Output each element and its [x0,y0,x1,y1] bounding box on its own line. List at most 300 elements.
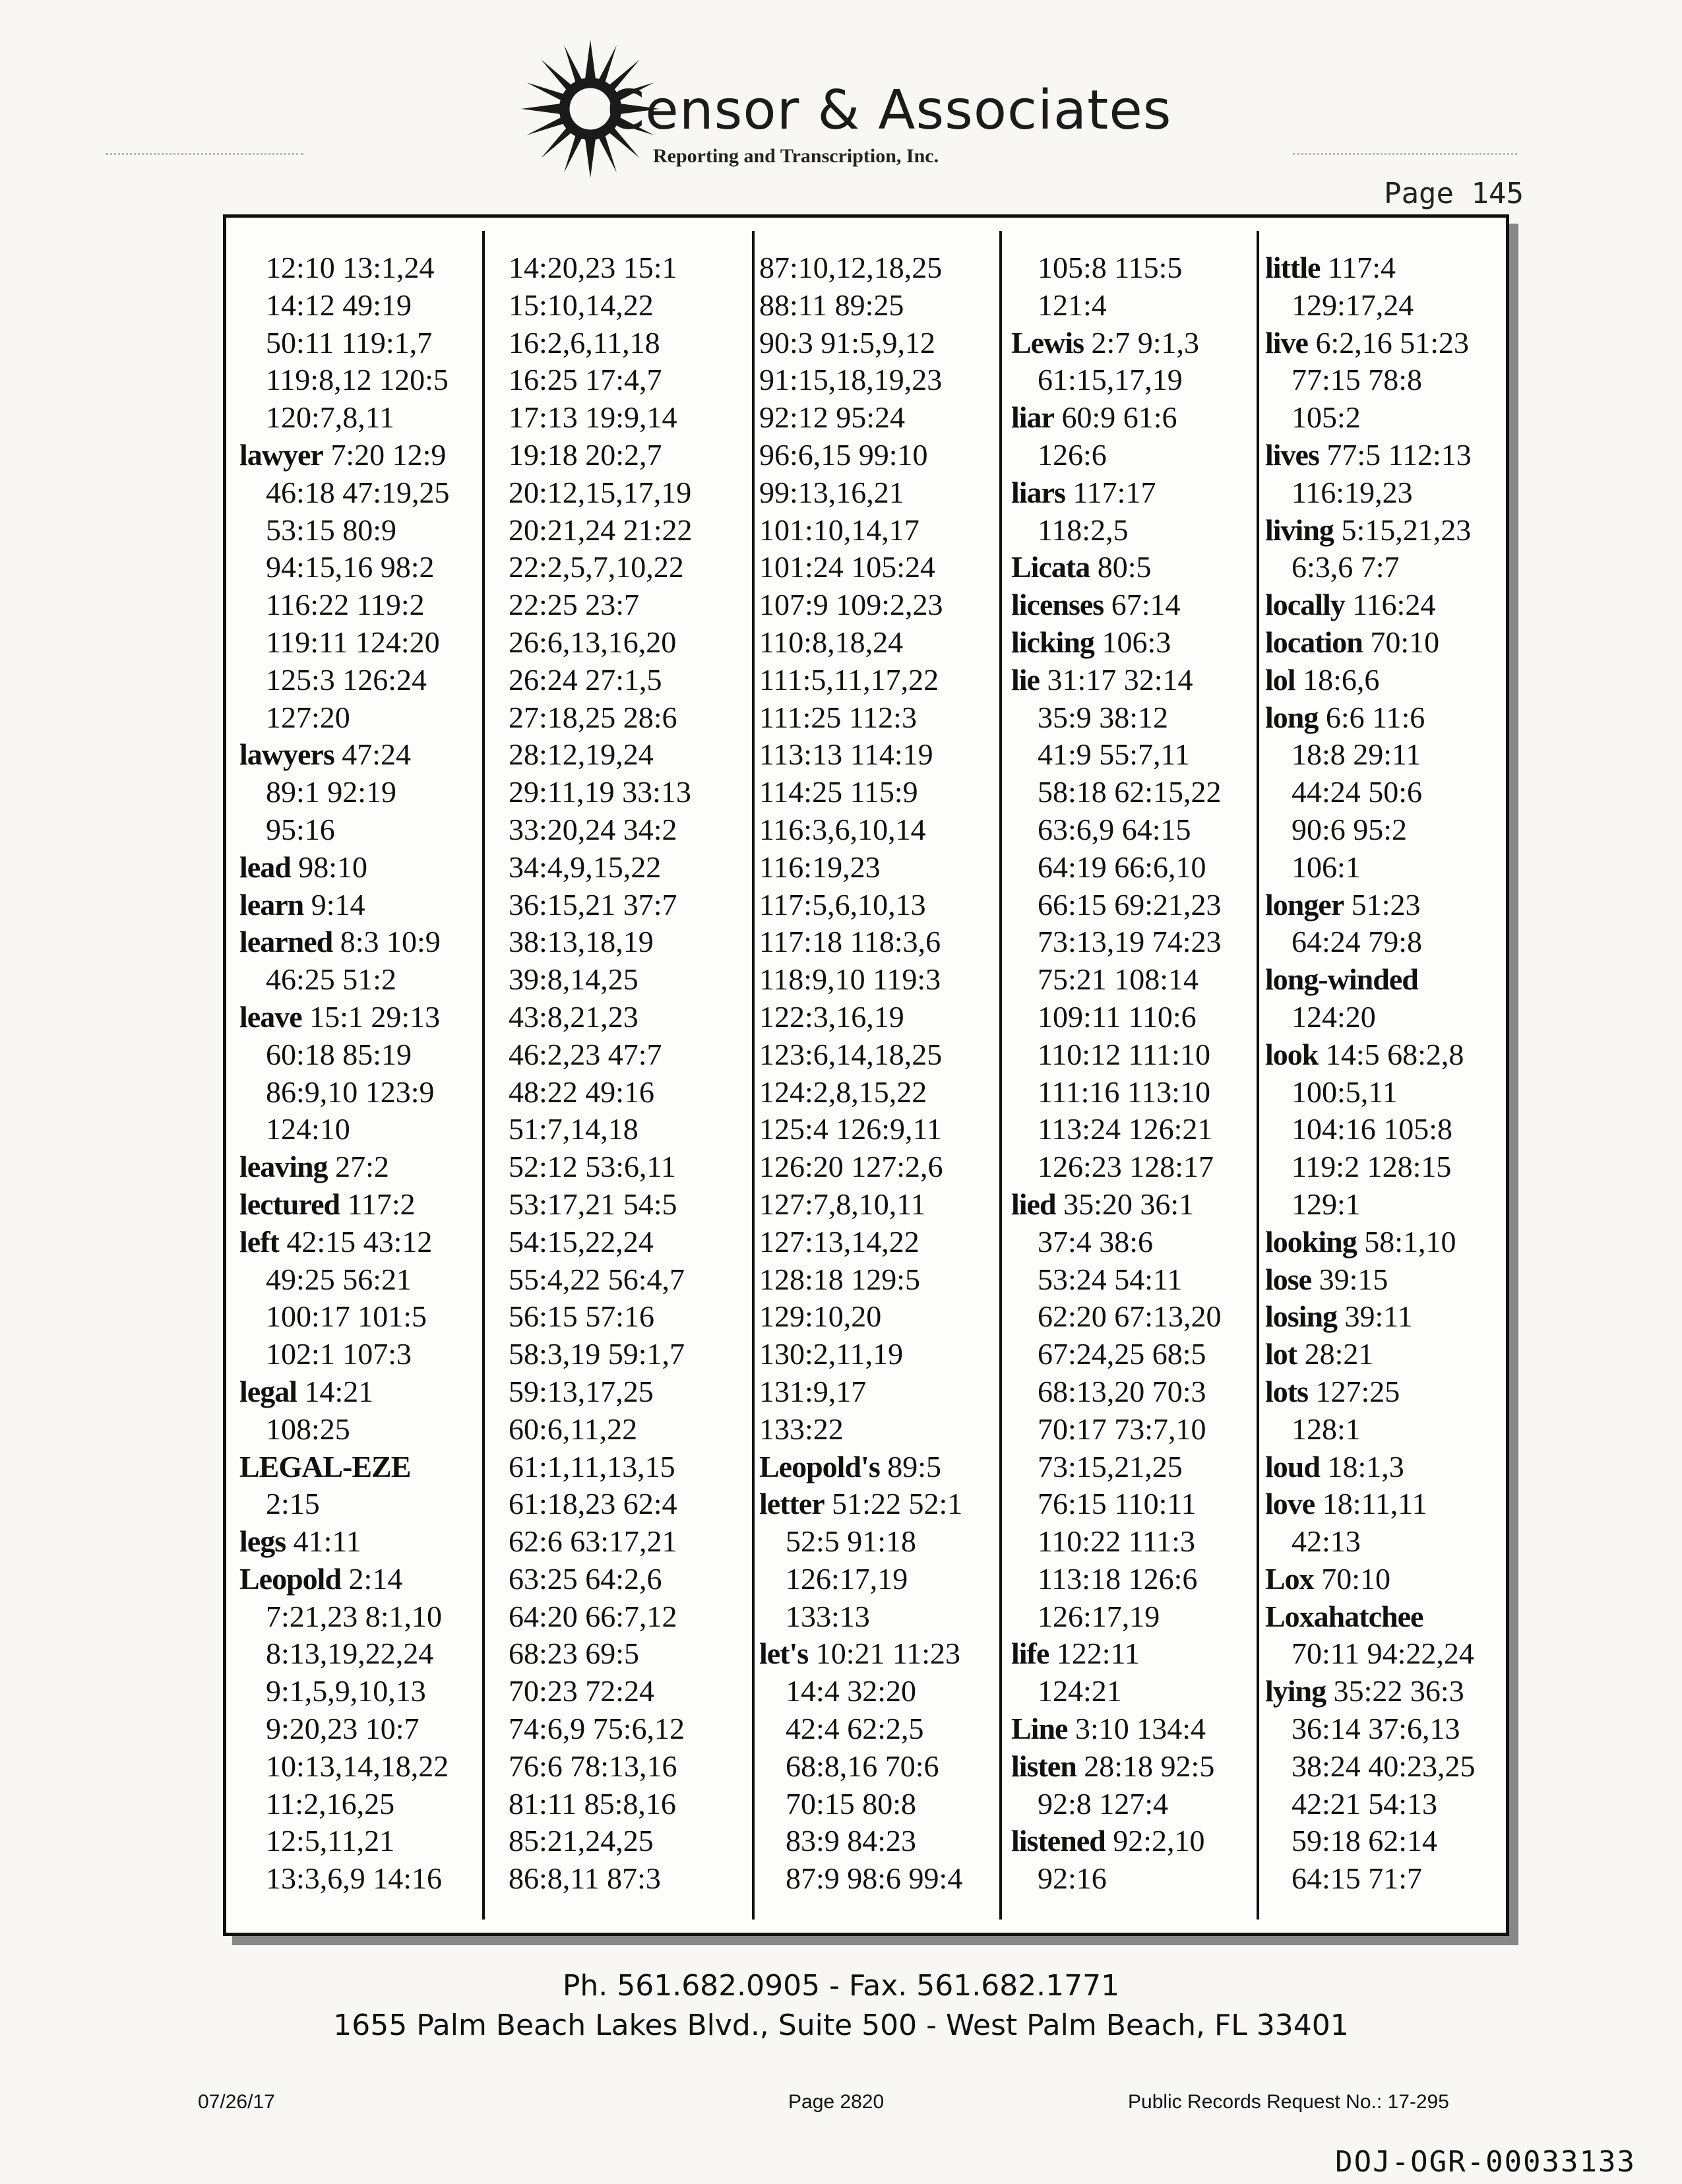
index-refs: 111:5,11,17,22 [759,662,939,697]
index-refs: 129:1 [1292,1187,1361,1221]
index-refs: 53:17,21 54:5 [509,1187,677,1221]
index-refs: 59:18 62:14 [1292,1824,1438,1858]
index-refs: 42:21 54:13 [1292,1786,1438,1821]
index-entry [509,549,763,586]
index-refs: 62:6 63:17,21 [509,1524,677,1559]
index-entry [509,1224,763,1261]
index-refs: 53:15 80:9 [266,513,397,547]
index-entry [1011,287,1265,325]
index-term: liar [1011,400,1054,435]
index-entry [239,1673,493,1710]
index-entry [759,1786,1013,1823]
index-entry [1011,325,1265,362]
index-entry [239,887,493,924]
index-term: looking [1265,1224,1357,1259]
index-refs: 127:25 [1315,1374,1400,1408]
index-entry [509,1074,763,1111]
index-entry [1265,1786,1519,1823]
index-column [1011,249,1265,1898]
index-term: losing [1265,1299,1338,1334]
index-refs: 38:24 40:23,25 [1292,1749,1476,1783]
index-refs: 127:7,8,10,11 [759,1187,926,1221]
index-entry [759,662,1013,699]
index-entry [1011,1786,1265,1823]
index-entry [1011,1224,1265,1261]
index-entry [1011,1373,1265,1411]
index-entry [239,699,493,737]
index-term: liars [1011,475,1065,509]
index-entry [1011,1036,1265,1074]
index-entry [1011,1710,1265,1748]
index-refs: 52:5 91:18 [786,1524,917,1559]
index-entry [1011,1823,1265,1860]
index-term: lose [1265,1262,1312,1296]
index-refs: 28:21 [1304,1337,1374,1371]
index-entry [1011,512,1265,549]
index-entry [509,1036,763,1074]
index-term: licenses [1011,588,1104,622]
index-entry [509,1261,763,1299]
index-entry [509,1635,763,1673]
index-refs: 61:15,17,19 [1038,363,1183,397]
index-entry [759,699,1013,737]
index-refs: 76:15 110:11 [1038,1487,1197,1521]
index-refs: 119:2 128:15 [1292,1150,1452,1184]
index-refs: 113:24 126:21 [1038,1112,1213,1146]
index-entry [1265,1823,1519,1860]
index-refs: 101:10,14,17 [759,513,919,547]
index-entry [509,399,763,437]
company-logo [521,40,1172,185]
index-term: listen [1011,1749,1076,1783]
index-entry [239,1411,493,1449]
index-entry [1265,887,1519,924]
index-refs: 50:11 119:1,7 [266,325,433,359]
index-term: locally [1265,588,1345,622]
index-refs: 126:6 [1038,437,1107,472]
index-entry [239,1224,493,1261]
index-refs: 73:15,21,25 [1038,1449,1183,1483]
index-refs: 105:2 [1292,400,1361,435]
index-refs: 66:15 69:21,23 [1038,887,1222,921]
index-entry [1011,1148,1265,1186]
index-refs: 9:1,5,9,10,13 [266,1674,426,1708]
index-refs: 51:7,14,18 [509,1112,639,1146]
index-entry [1265,1036,1519,1074]
index-entry [239,1148,493,1186]
footer-phone: Ph. 561.682.0905 - Fax. 561.682.1771 [562,1969,1120,2003]
index-refs: 106:3 [1102,625,1171,659]
index-refs: 119:11 124:20 [266,625,440,659]
index-entry [1011,1598,1265,1636]
index-refs: 18:1,3 [1327,1449,1404,1483]
index-entry [239,361,493,399]
index-refs: 64:19 66:6,10 [1038,850,1206,884]
index-refs: 74:6,9 75:6,12 [509,1712,685,1746]
index-entry [759,1336,1013,1373]
index-entry [239,1298,493,1336]
index-entry [1011,1074,1265,1111]
index-term: location [1265,625,1363,659]
index-entry [509,1710,763,1748]
index-refs: 70:10 [1321,1561,1390,1596]
index-term: let's [759,1637,809,1671]
index-entry [1265,325,1519,362]
index-entry [509,811,763,849]
index-refs: 51:23 [1351,887,1421,921]
index-term: Lox [1265,1561,1314,1596]
index-refs: 122:11 [1056,1637,1140,1671]
index-entry [509,325,763,362]
index-entry [1011,399,1265,437]
index-refs: 129:17,24 [1292,288,1414,322]
company-tagline: Reporting and Transcription, Inc. [653,145,939,167]
index-refs: 19:18 20:2,7 [509,437,662,472]
company-name: Censor & Associates [607,79,1172,142]
index-entry [1011,999,1265,1036]
index-entry [1011,887,1265,924]
index-term: leaving [239,1150,328,1184]
index-refs: 58:18 62:15,22 [1038,775,1222,809]
index-refs: 12:10 13:1,24 [266,251,435,284]
index-refs: 36:14 37:6,13 [1292,1712,1460,1746]
index-entry [1011,1261,1265,1299]
index-entry [1265,1561,1519,1598]
index-entry [1265,1148,1519,1186]
index-refs: 48:22 49:16 [509,1075,655,1109]
index-term: learn [239,887,304,921]
index-refs: 107:9 109:2,23 [759,588,943,622]
index-entry [239,811,493,849]
index-refs: 94:15,16 98:2 [266,550,435,584]
index-entry [1265,1336,1519,1373]
index-refs: 81:11 85:8,16 [509,1786,676,1821]
index-refs: 70:17 73:7,10 [1038,1412,1206,1446]
index-entry [759,1823,1013,1860]
index-entry [239,961,493,999]
index-entry [759,999,1013,1036]
index-term: Licata [1011,550,1090,584]
index-refs: 27:18,25 28:6 [509,700,677,734]
column-divider [999,231,1002,1919]
index-entry [1011,549,1265,586]
index-refs: 90:3 91:5,9,12 [759,325,936,359]
index-refs: 35:20 36:1 [1063,1187,1195,1221]
index-refs: 95:16 [266,812,335,846]
index-entry [1265,549,1519,586]
index-entry [239,1561,493,1598]
index-refs: 20:21,24 21:22 [509,513,693,547]
index-refs: 14:4 32:20 [786,1674,917,1708]
index-refs: 110:22 111:3 [1038,1524,1195,1559]
index-entry [1011,1485,1265,1523]
index-entry [239,1336,493,1373]
index-refs: 9:20,23 10:7 [266,1712,420,1746]
index-entry [1011,811,1265,849]
index-refs: 60:6,11,22 [509,1412,638,1446]
index-entry [759,1561,1013,1598]
index-term: left [239,1224,279,1259]
index-refs: 89:1 92:19 [266,775,397,809]
index-entry [239,1635,493,1673]
index-term: look [1265,1037,1319,1071]
index-refs: 2:15 [266,1487,320,1521]
index-entry [759,586,1013,624]
index-refs: 124:2,8,15,22 [759,1075,927,1109]
index-refs: 39:15 [1319,1262,1388,1296]
index-entry [509,1561,763,1598]
index-refs: 76:6 78:13,16 [509,1749,677,1783]
index-term: legs [239,1524,286,1559]
index-refs: 54:15,22,24 [509,1224,654,1259]
index-term: legal [239,1374,297,1408]
index-entry [759,437,1013,474]
index-entry [509,624,763,662]
index-entry [759,325,1013,362]
index-entry [1265,624,1519,662]
decorative-dots [106,153,303,155]
index-refs: 121:4 [1038,288,1107,322]
index-entry [759,1748,1013,1786]
index-term: living [1265,513,1334,547]
index-refs: 116:24 [1352,588,1436,622]
index-refs: 39:8,14,25 [509,962,639,997]
index-refs: 64:15 71:7 [1292,1861,1423,1896]
index-refs: 75:21 108:14 [1038,962,1199,997]
index-refs: 77:5 112:13 [1326,437,1472,472]
index-refs: 31:17 32:14 [1047,662,1193,697]
index-entry [759,474,1013,512]
index-refs: 116:19,23 [759,850,881,884]
index-refs: 117:4 [1327,251,1396,284]
index-refs: 46:25 51:2 [266,962,397,997]
index-refs: 86:8,11 87:3 [509,1861,661,1896]
index-refs: 42:4 62:2,5 [786,1712,924,1746]
column-divider [1257,231,1259,1919]
index-refs: 6:6 11:6 [1325,700,1425,734]
index-entry [1265,849,1519,887]
index-refs: 125:3 126:24 [266,662,427,697]
index-entry [509,1485,763,1523]
index-entry [1011,774,1265,811]
index-refs: 2:14 [348,1561,403,1596]
index-entry [759,1186,1013,1224]
index-refs: 62:20 67:13,20 [1038,1299,1222,1334]
index-entry [509,1148,763,1186]
index-entry [759,923,1013,961]
index-refs: 26:6,13,16,20 [509,625,677,659]
index-entry [1265,1261,1519,1299]
index-refs: 58:1,10 [1364,1224,1456,1259]
index-entry [1011,1860,1265,1898]
index-entry [759,1710,1013,1748]
index-entry [759,961,1013,999]
index-entry [1265,1673,1519,1710]
index-entry [239,586,493,624]
index-refs: 104:16 105:8 [1292,1112,1453,1146]
index-refs: 36:15,21 37:7 [509,887,677,921]
index-refs: 126:17,19 [786,1561,908,1596]
index-refs: 20:12,15,17,19 [509,475,692,509]
index-refs: 117:17 [1073,475,1156,509]
index-refs: 14:12 49:19 [266,288,412,322]
index-entry [509,1111,763,1148]
column-divider [752,231,755,1919]
index-entry [759,887,1013,924]
index-term: longer [1265,887,1344,921]
index-entry [509,1786,763,1823]
index-refs: 60:9 61:6 [1061,400,1177,435]
index-refs: 52:12 53:6,11 [509,1150,676,1184]
index-refs: 92:2,10 [1113,1824,1205,1858]
index-refs: 33:20,24 34:2 [509,812,677,846]
index-entry [239,1860,493,1898]
index-term: lawyers [239,737,334,772]
index-refs: 124:10 [266,1112,350,1146]
index-entry [239,399,493,437]
index-refs: 123:6,14,18,25 [759,1037,943,1071]
index-refs: 105:8 115:5 [1038,251,1183,284]
index-entry [1265,1449,1519,1486]
index-entry [239,1074,493,1111]
index-entry [759,1673,1013,1710]
index-refs: 49:25 56:21 [266,1262,412,1296]
index-entry [1011,474,1265,512]
index-refs: 126:20 127:2,6 [759,1150,943,1184]
index-refs: 14:20,23 15:1 [509,251,677,284]
index-entry [239,624,493,662]
index-entry [509,586,763,624]
index-refs: 53:24 54:11 [1038,1262,1183,1296]
index-refs: 14:5 68:2,8 [1325,1037,1464,1071]
index-refs: 86:9,10 123:9 [266,1075,435,1109]
index-refs: 55:4,22 56:4,7 [509,1262,685,1296]
index-refs: 35:22 36:3 [1333,1674,1464,1708]
index-entry [1265,736,1519,774]
index-refs: 98:10 [298,850,368,884]
index-refs: 133:22 [759,1412,844,1446]
index-refs: 61:18,23 62:4 [509,1487,677,1521]
index-refs: 13:3,6,9 14:16 [266,1861,443,1896]
index-term: lot [1265,1337,1297,1371]
index-entry [239,736,493,774]
index-entry [1265,586,1519,624]
index-entry [759,1485,1013,1523]
index-refs: 110:12 111:10 [1038,1037,1210,1071]
index-entry [509,961,763,999]
index-entry [1011,1186,1265,1224]
index-refs: 28:12,19,24 [509,737,654,772]
index-refs: 87:10,12,18,25 [759,251,943,284]
index-refs: 92:12 95:24 [759,400,906,435]
index-entry [509,736,763,774]
index-term: lots [1265,1374,1308,1408]
index-entry [1011,437,1265,474]
index-refs: 92:16 [1038,1861,1107,1896]
index-entry [239,512,493,549]
index-refs: 6:2,16 51:23 [1315,325,1470,359]
index-entry [239,249,493,287]
index-refs: 109:11 110:6 [1038,999,1197,1034]
index-entry [509,1186,763,1224]
index-entry [509,774,763,811]
index-term: learned [239,925,333,959]
footer-address: 1655 Palm Beach Lakes Blvd., Suite 500 - West Palm Beach, FL 33401 [333,2009,1349,2042]
index-entry [1265,512,1519,549]
index-refs: 3:10 134:4 [1075,1712,1206,1746]
index-entry [1011,699,1265,737]
index-refs: 18:6,6 [1303,662,1380,697]
index-entry [239,849,493,887]
index-refs: 5:15,21,23 [1341,513,1472,547]
index-refs: 92:8 127:4 [1038,1786,1169,1821]
index-entry [1011,361,1265,399]
index-refs: 114:25 115:9 [759,775,918,809]
index-entry [1265,961,1519,999]
index-refs: 118:9,10 119:3 [759,962,941,997]
index-refs: 39:11 [1344,1299,1413,1334]
index-entry [239,774,493,811]
index-entry [509,999,763,1036]
index-refs: 108:25 [266,1412,350,1446]
index-entry [1265,774,1519,811]
index-term: LEGAL-EZE [239,1449,411,1483]
index-entry [239,287,493,325]
index-entry [1265,1860,1519,1898]
index-refs: 34:4,9,15,22 [509,850,662,884]
index-entry [509,1411,763,1449]
index-refs: 68:8,16 70:6 [786,1749,939,1783]
index-refs: 28:18 92:5 [1084,1749,1215,1783]
index-term: life [1011,1637,1049,1671]
index-refs: 67:14 [1111,588,1181,622]
index-entry [239,1036,493,1074]
index-entry [239,1449,493,1486]
index-refs: 29:11,19 33:13 [509,775,691,809]
index-refs: 85:21,24,25 [509,1824,654,1858]
index-refs: 61:1,11,13,15 [509,1449,675,1483]
index-entry [759,1261,1013,1299]
index-refs: 116:22 119:2 [266,588,425,622]
index-term: lol [1265,662,1295,697]
index-refs: 120:7,8,11 [266,400,395,435]
index-term: lying [1265,1674,1326,1708]
index-refs: 100:17 101:5 [266,1299,427,1334]
index-entry [759,361,1013,399]
index-entry [1011,1561,1265,1598]
index-refs: 18:11,11 [1322,1487,1427,1521]
index-refs: 17:13 19:9,14 [509,400,677,435]
index-entry [1265,361,1519,399]
index-refs: 106:1 [1292,850,1361,884]
index-term: lied [1011,1187,1056,1221]
index-entry [509,437,763,474]
column-divider [482,231,485,1919]
index-entry [239,1373,493,1411]
index-term: little [1265,251,1321,284]
index-entry [509,1523,763,1561]
index-refs: 128:1 [1292,1412,1361,1446]
index-refs: 2:7 9:1,3 [1091,325,1200,359]
index-refs: 63:6,9 64:15 [1038,812,1191,846]
index-column [509,249,763,1898]
index-refs: 99:13,16,21 [759,475,904,509]
index-refs: 122:3,16,19 [759,999,904,1034]
index-refs: 22:2,5,7,10,22 [509,550,684,584]
index-entry [239,1748,493,1786]
index-refs: 47:24 [342,737,412,772]
index-entry [1265,1748,1519,1786]
